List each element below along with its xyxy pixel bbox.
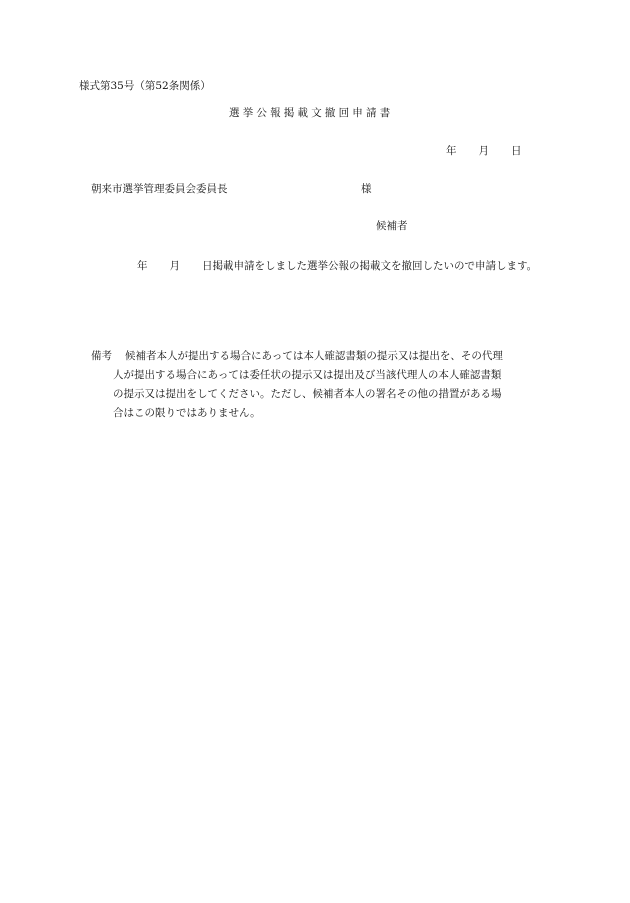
date-line [446,144,522,158]
remarks-line: の提示又は提出をしてください。ただし、候補者本人の署名その他の措置がある場 [113,388,502,400]
document-title: 選挙公報掲載文撤回申請書 [229,107,394,119]
date-year-label: 年 [446,145,457,157]
remarks-section [91,347,551,423]
body-text: 日掲載申請をしました選挙公報の掲載文を撤回したいので申請します。 [202,260,538,272]
addressee: 朝来市選挙管理委員会委員長 [91,183,228,195]
remarks-text [113,347,551,423]
candidate-label: 候補者 [376,220,408,232]
application-body [79,257,551,275]
remarks-line: 人が提出する場合にあっては委任状の提示又は提出及び当該代理人の本人確認書類 [113,369,502,381]
remarks-line: 合はこの限りではありません。 [113,407,261,419]
date-month-label: 月 [478,145,489,157]
remarks-label: 備考 [91,350,112,362]
date-day-label: 日 [511,145,522,157]
body-year-label: 年 [137,260,148,272]
body-month-label: 月 [169,260,180,272]
honorific: 様 [361,183,372,195]
form-number: 様式第35号（第52条関係） [79,80,211,92]
remarks-line: 候補者本人が提出する場合にあっては本人確認書類の提示又は提出を、その代理 [125,350,503,362]
